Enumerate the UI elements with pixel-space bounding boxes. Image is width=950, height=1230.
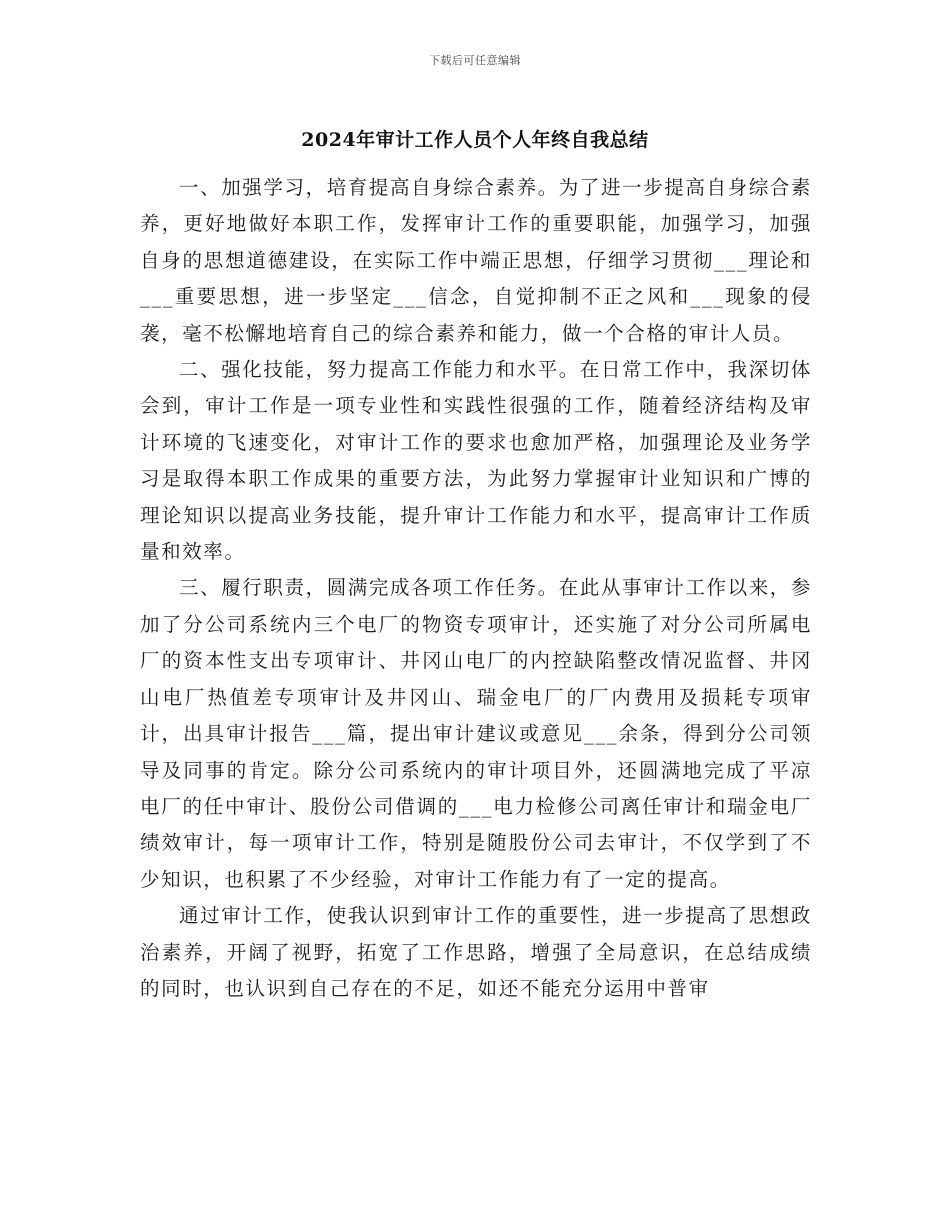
paragraph-duties: 三、履行职责，圆满完成各项工作任务。在此从事审计工作以来，参加了分公司系统内三个电厂的物资专项审计，还实施了对分公司所属电厂的资本性支出专项审计、井冈山电厂的内控缺陷整改情况监督、井冈山电厂热值差专项审计及井冈山、瑞金电厂的厂内费用及损耗专项审计，出具审计报告___篇，提出审计建议或意见___余条，得到分公司领导及同事的肯定。除分公司系统内的审计项目外，还圆满地完成了平凉电厂的任中审计、股份公司借调的___电力检修公司离任审计和瑞金电厂绩效审计，每一项审计工作，特别是随股份公司去审计，不仅学到了不少知识，也积累了不少经验，对审计工作能力有了一定的提高。 — [140, 576, 813, 891]
document-body — [140, 170, 812, 1007]
paragraph-study: 一、加强学习，培育提高自身综合素养。为了进一步提高自身综合素养，更好地做好本职工作，发挥审计工作的重要职能，加强学习，加强自身的思想道德建设，在实际工作中端正思想，仔细学习贯彻___理论和___重要思想，进一步坚定___信念，自觉抑制不正之风和___现象的侵袭，毫不松懈地培育自己的综合素养和能力，做一个合格的审计人员。 — [140, 176, 813, 345]
document-title: 2024年审计工作人员个人年终自我总结 — [301, 129, 649, 151]
download-edit-note: 下载后可任意编辑 — [429, 54, 521, 67]
paragraph-reflection: 通过审计工作，使我认识到审计工作的重要性，进一步提高了思想政治素养，开阔了视野，拓宽了工作思路，增强了全局意识，在总结成绩的同时，也认识到自己存在的不足，如还不能充分运用中普审 — [140, 904, 813, 1000]
paragraph-skills: 二、强化技能，努力提高工作能力和水平。在日常工作中，我深切体会到，审计工作是一项专业性和实践性很强的工作，随着经济结构及审计环境的飞速变化，对审计工作的要求也愈加严格，加强理论及业务学习是取得本职工作成果的重要方法，为此努力掌握审计业知识和广博的理论知识以提高业务技能，提升审计工作能力和水平，提高审计工作质量和效率。 — [140, 358, 813, 564]
